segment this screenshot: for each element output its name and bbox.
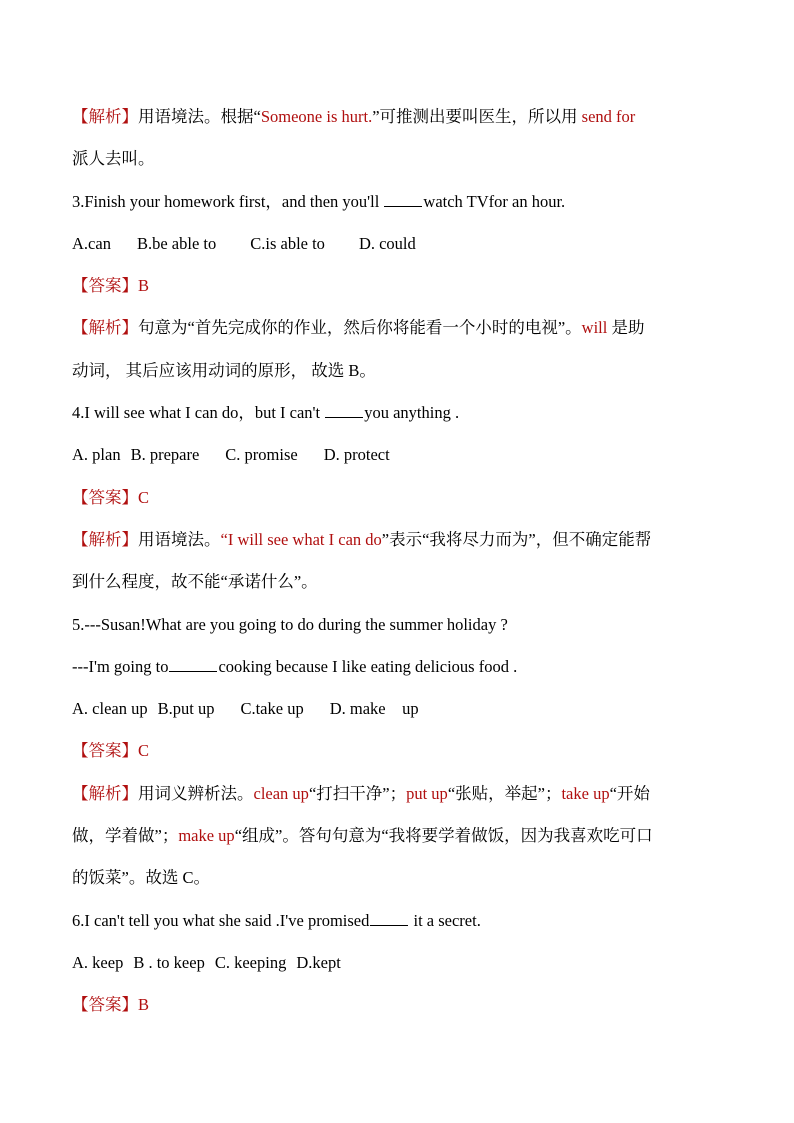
q5-reply <box>72 646 732 688</box>
q5-options <box>72 688 732 730</box>
option-a: A.can <box>72 233 111 253</box>
q4-analysis-line-1 <box>72 519 732 561</box>
answer-tag: 【答案】 <box>72 995 138 1015</box>
q3-analysis-line-1 <box>72 307 732 349</box>
document-page <box>72 96 732 1027</box>
answer-value: C <box>138 741 150 761</box>
analysis-quote: “I will see what I can do <box>220 529 382 549</box>
question-text: it a secret. <box>409 910 481 930</box>
analysis-text: ”可推测出要叫医生，所以用 <box>372 107 582 126</box>
option-a: A. clean up <box>72 699 148 719</box>
phrase-make-up: make up <box>178 826 235 846</box>
option-a: A. plan <box>72 445 121 465</box>
option-b: B.be able to <box>136 233 217 253</box>
option-d: D. make up <box>329 699 419 719</box>
analysis-text: 做，学着做”； <box>72 826 179 846</box>
question-text: cooking because I like eating delicious food . <box>218 656 518 676</box>
option-c: C. keeping <box>214 952 287 972</box>
option-b: B.put up <box>157 699 215 719</box>
analysis-text: ”表示“我将尽力而为”，但不确定能帮 <box>381 529 652 549</box>
phrase-take-up: take up <box>561 783 610 803</box>
q2-analysis-line-1 <box>72 96 732 138</box>
analysis-text: 动词， 其后应该用动词的原形， 故选 B。 <box>72 360 376 380</box>
answer-tag: 【答案】 <box>72 741 138 761</box>
q3-stem <box>72 181 732 223</box>
q4-analysis-line-2 <box>72 561 732 603</box>
q2-analysis-line-2 <box>72 138 732 180</box>
analysis-text: 句意为“首先完成你的作业，然后你将能看一个小时的电视”。 <box>138 318 582 338</box>
q5-analysis-line-3 <box>72 857 732 899</box>
q6-stem <box>72 900 732 942</box>
option-d: D. protect <box>323 445 390 465</box>
answer-blank <box>169 654 217 672</box>
analysis-tag: 【解析】 <box>72 318 138 338</box>
q4-stem <box>72 392 732 434</box>
answer-tag: 【答案】 <box>72 487 138 507</box>
option-c: C.is able to <box>250 233 325 253</box>
answer-value: B <box>138 276 150 296</box>
phrase-clean-up: clean up <box>253 783 309 803</box>
q5-analysis-line-2 <box>72 815 732 857</box>
answer-tag: 【答案】 <box>72 276 138 296</box>
analysis-text: “开始 <box>609 783 650 803</box>
q3-analysis-line-2 <box>72 350 732 392</box>
question-text: watch TVfor an hour. <box>423 191 566 211</box>
option-c: C.take up <box>240 699 304 719</box>
analysis-text: “张贴，举起”； <box>447 783 562 803</box>
question-text: you anything . <box>364 403 460 423</box>
q5-stem <box>72 604 732 646</box>
question-text: 5.---Susan!What are you going to do during the summer holiday ? <box>72 614 508 634</box>
answer-blank <box>325 400 363 418</box>
question-text: ---I'm going to <box>72 656 169 676</box>
answer-value: B <box>138 995 150 1015</box>
analysis-text: 用语境法。 <box>138 529 221 549</box>
analysis-text: 用语境法。根据“ <box>138 107 261 126</box>
q4-options <box>72 434 732 476</box>
question-text: 4.I will see what I can do，but I can't <box>72 403 325 423</box>
option-b: B. prepare <box>130 445 200 465</box>
q5-analysis-line-1 <box>72 773 732 815</box>
q6-options <box>72 942 732 984</box>
analysis-text: 用词义辨析法。 <box>138 783 254 803</box>
analysis-keyword: will <box>581 318 608 338</box>
analysis-text: 派人去叫。 <box>72 149 155 169</box>
option-a: A. keep <box>72 952 124 972</box>
question-text: 3.Finish your homework first，and then you'll <box>72 191 384 211</box>
q3-options <box>72 223 732 265</box>
analysis-text: 的饭菜”。故选 C。 <box>72 868 210 888</box>
q3-answer <box>72 265 732 307</box>
option-d: D. could <box>358 233 416 253</box>
analysis-text: 到什么程度，故不能“承诺什么”。 <box>72 572 318 592</box>
analysis-quote: Someone is hurt. <box>260 107 373 126</box>
analysis-text: “组成”。答句句意为“我将要学着做饭，因为我喜欢吃可口 <box>234 826 653 846</box>
analysis-text: 是助 <box>607 318 645 338</box>
question-text: 6.I can't tell you what she said .I've promised <box>72 910 370 930</box>
analysis-tag: 【解析】 <box>72 529 138 549</box>
answer-value: C <box>138 487 150 507</box>
option-d: D.kept <box>296 952 341 972</box>
q4-answer <box>72 477 732 519</box>
analysis-text: “打扫干净”； <box>308 783 407 803</box>
answer-blank <box>370 908 408 926</box>
analysis-phrase: send for <box>581 107 636 126</box>
option-b: B . to keep <box>133 952 205 972</box>
answer-blank <box>384 189 422 207</box>
phrase-put-up: put up <box>406 783 448 803</box>
option-c: C. promise <box>225 445 298 465</box>
analysis-tag: 【解析】 <box>72 783 138 803</box>
analysis-tag: 【解析】 <box>72 107 138 126</box>
q6-answer <box>72 984 732 1026</box>
q5-answer <box>72 730 732 772</box>
